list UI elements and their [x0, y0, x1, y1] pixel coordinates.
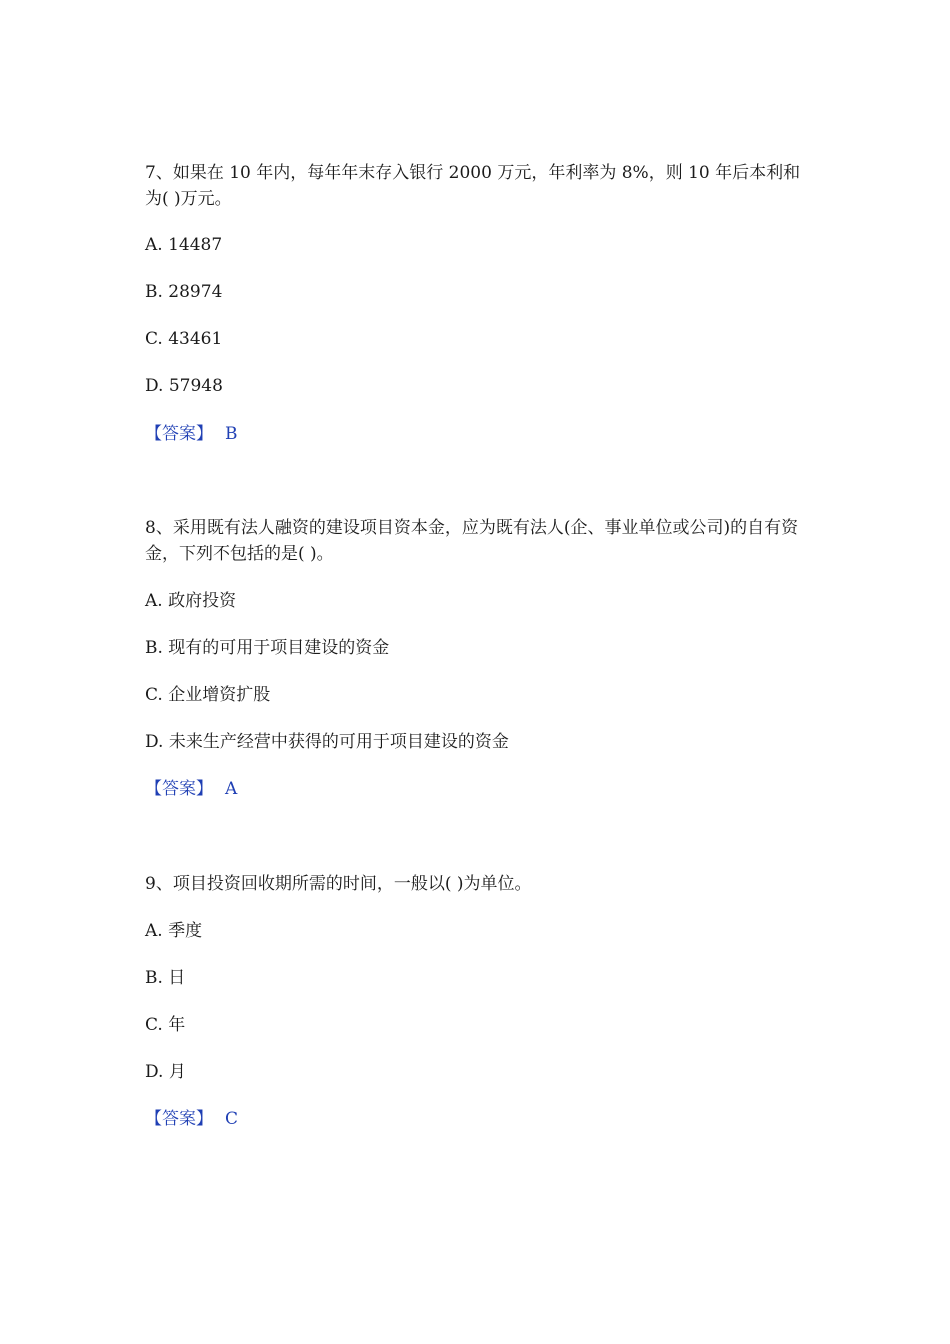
answer-label: 【答案】 [145, 424, 213, 444]
answer-value: C [225, 1109, 239, 1129]
question-8-option-d: D. 未来生产经营中获得的可用于项目建设的资金 [145, 732, 509, 752]
question-7-option-a: A. 14487 [145, 235, 223, 255]
answer-label: 【答案】 [145, 1109, 213, 1129]
question-7-stem: 7、如果在 10 年内，每年年末存入银行 2000 万元，年利率为 8%，则 10 年后本利和为( )万元。 [145, 163, 801, 209]
question-8-option-c: C. 企业增资扩股 [145, 685, 271, 705]
question-9-option-d: D. 月 [145, 1062, 186, 1082]
answer-value: A [225, 779, 238, 799]
question-9-stem: 9、项目投资回收期所需的时间，一般以( )为单位。 [145, 874, 532, 894]
answer-label: 【答案】 [145, 779, 213, 799]
question-8-answer [145, 777, 810, 801]
question-7-option-c: C. 43461 [145, 329, 223, 349]
question-7-option-d: D. 57948 [145, 376, 223, 396]
question-9-option-b: B. 日 [145, 968, 186, 988]
question-8-option-b: B. 现有的可用于项目建设的资金 [145, 638, 390, 658]
question-9-answer [145, 1107, 810, 1131]
question-7-option-b: B. 28974 [145, 282, 223, 302]
question-7-answer [145, 422, 810, 446]
question-8-stem: 8、采用既有法人融资的建设项目资本金，应为既有法人(企、事业单位或公司)的自有资金，下列不包括的是( )。 [145, 518, 799, 564]
question-8-option-a: A. 政府投资 [145, 591, 237, 611]
question-9-option-c: C. 年 [145, 1015, 186, 1035]
answer-value: B [225, 424, 238, 444]
question-9-option-a: A. 季度 [145, 921, 203, 941]
